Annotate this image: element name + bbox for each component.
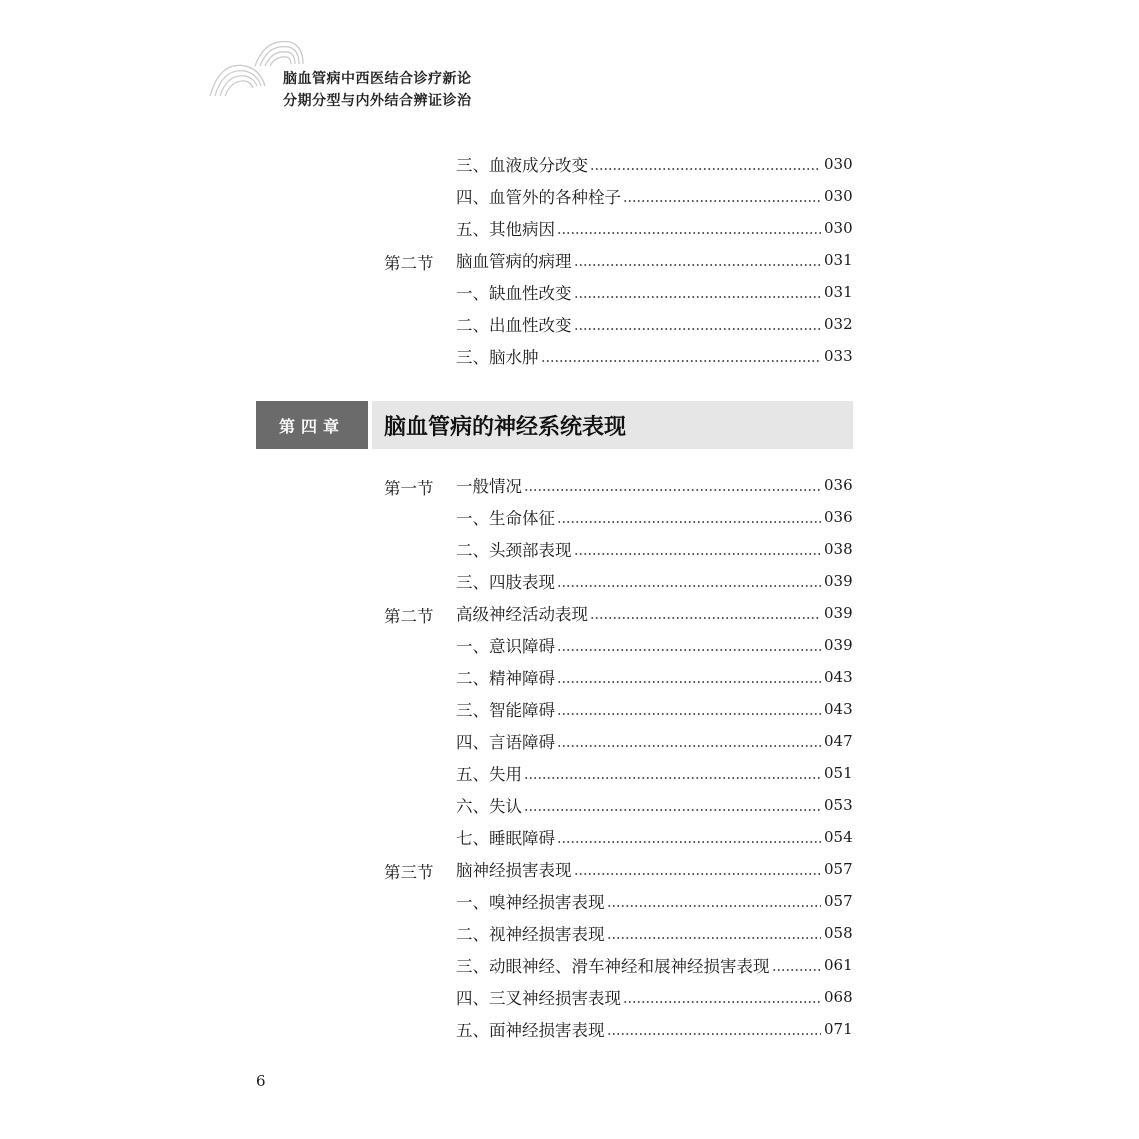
toc-entry-title: 五、其他病因: [456, 220, 555, 239]
toc-entry-page: 036: [824, 508, 853, 526]
toc-entry[interactable]: [456, 985, 852, 1009]
dot-leader: [524, 473, 821, 497]
toc-section-entry[interactable]: [456, 473, 852, 497]
toc-entry-page: 030: [824, 155, 853, 173]
dot-leader: [590, 152, 821, 176]
toc-entry[interactable]: [456, 889, 852, 913]
toc-section-label: 第二节: [384, 254, 434, 273]
toc-entry-page: 031: [824, 251, 853, 269]
toc-entry-page: 039: [824, 572, 853, 590]
toc-entry[interactable]: [456, 152, 852, 176]
toc-entry-title: 三、脑水肿: [456, 348, 539, 367]
toc-entry-title: 三、四肢表现: [456, 573, 555, 592]
toc-entry-page: 039: [824, 604, 853, 622]
toc-entry-title: 二、精神障碍: [456, 669, 555, 688]
toc-entry[interactable]: [456, 312, 852, 336]
toc-entry[interactable]: [456, 665, 852, 689]
toc-entry-page: 038: [824, 540, 853, 558]
dot-leader: [541, 344, 822, 368]
toc-entry-page: 036: [824, 476, 853, 494]
toc-entry-title: 一、嗅神经损害表现: [456, 893, 605, 912]
dot-leader: [574, 312, 822, 336]
toc-entry-title: 四、言语障碍: [456, 733, 555, 752]
chapter-title: 脑血管病的神经系统表现: [372, 401, 853, 449]
toc-entry[interactable]: [456, 921, 852, 945]
toc-entry[interactable]: [456, 344, 852, 368]
toc-entry-page: 061: [824, 956, 853, 974]
chapter-label: 第四章: [256, 401, 368, 449]
dot-leader: [557, 697, 821, 721]
toc-entry-title: 三、血液成分改变: [456, 156, 588, 175]
toc-entry-title: 四、三叉神经损害表现: [456, 989, 621, 1008]
dot-leader: [623, 985, 821, 1009]
toc-entry[interactable]: [456, 216, 852, 240]
toc-entry[interactable]: [456, 184, 852, 208]
dot-leader: [557, 569, 821, 593]
toc-entry-page: 039: [824, 636, 853, 654]
toc-entry[interactable]: [456, 761, 852, 785]
dot-leader: [574, 857, 822, 881]
toc-entry-title: 二、头颈部表现: [456, 541, 572, 560]
toc-entry-page: 058: [824, 924, 853, 942]
toc-entry-page: 030: [824, 219, 853, 237]
toc-entry[interactable]: [456, 793, 852, 817]
toc-section-label: 第一节: [384, 479, 434, 498]
toc-entry-title: 四、血管外的各种栓子: [456, 188, 621, 207]
toc-section-entry[interactable]: [456, 248, 852, 272]
toc-entry-title: 脑神经损害表现: [456, 861, 572, 880]
toc-entry[interactable]: [456, 280, 852, 304]
toc-entry[interactable]: [456, 729, 852, 753]
toc-entry-page: 057: [824, 860, 853, 878]
toc-entry[interactable]: [456, 697, 852, 721]
toc-section-entry[interactable]: [456, 857, 852, 881]
toc-entry-title: 三、动眼神经、滑车神经和展神经损害表现: [456, 957, 770, 976]
toc-entry[interactable]: [456, 569, 852, 593]
dot-leader: [607, 1017, 822, 1041]
dot-leader: [557, 505, 821, 529]
toc-entry-title: 五、面神经损害表现: [456, 1021, 605, 1040]
toc-entry[interactable]: [456, 505, 852, 529]
toc-entry[interactable]: [456, 953, 852, 977]
dot-leader: [524, 761, 821, 785]
dot-leader: [623, 184, 821, 208]
toc-entry-title: 一、生命体征: [456, 509, 555, 528]
toc-entry-page: 071: [824, 1020, 853, 1038]
toc-section-label: 第二节: [384, 607, 434, 626]
dot-leader: [574, 248, 822, 272]
toc-entry-title: 二、出血性改变: [456, 316, 572, 335]
dot-leader: [772, 953, 822, 977]
dot-leader: [557, 825, 821, 849]
toc-entry-title: 七、睡眠障碍: [456, 829, 555, 848]
toc-entry-title: 五、失用: [456, 765, 522, 784]
toc-entry-page: 051: [824, 764, 853, 782]
toc-entry-title: 六、失认: [456, 797, 522, 816]
toc-section-label: 第三节: [384, 863, 434, 882]
toc-entry-page: 031: [824, 283, 853, 301]
dot-leader: [607, 921, 822, 945]
toc-entry[interactable]: [456, 537, 852, 561]
page-number: 6: [256, 1072, 266, 1090]
toc-entry[interactable]: [456, 1017, 852, 1041]
toc-entry-title: 高级神经活动表现: [456, 605, 588, 624]
toc-entry[interactable]: [456, 633, 852, 657]
toc-entry-title: 二、视神经损害表现: [456, 925, 605, 944]
toc-entry[interactable]: [456, 825, 852, 849]
toc-entry-page: 043: [824, 668, 853, 686]
chapter-heading: [256, 401, 853, 449]
toc-entry-title: 一、缺血性改变: [456, 284, 572, 303]
dot-leader: [524, 793, 821, 817]
running-header-title: 脑血管病中西医结合诊疗新论: [283, 71, 472, 87]
toc-entry-page: 057: [824, 892, 853, 910]
dot-leader: [607, 889, 822, 913]
toc-entry-page: 068: [824, 988, 853, 1006]
toc-entry-page: 053: [824, 796, 853, 814]
dot-leader: [574, 537, 822, 561]
toc-entry-title: 一般情况: [456, 477, 522, 496]
toc-entry-title: 脑血管病的病理: [456, 252, 572, 271]
toc-entry-page: 032: [824, 315, 853, 333]
toc-entry-page: 047: [824, 732, 853, 750]
toc-entry-title: 一、意识障碍: [456, 637, 555, 656]
dot-leader: [557, 633, 821, 657]
toc-section-entry[interactable]: [456, 601, 852, 625]
running-header-subtitle: 分期分型与内外结合辨证诊治: [283, 93, 472, 109]
toc-entry-page: 033: [824, 347, 853, 365]
dot-leader: [557, 729, 821, 753]
dot-leader: [590, 601, 821, 625]
dot-leader: [574, 280, 822, 304]
toc-entry-title: 三、智能障碍: [456, 701, 555, 720]
toc-entry-page: 043: [824, 700, 853, 718]
toc-entry-page: 030: [824, 187, 853, 205]
dot-leader: [557, 216, 821, 240]
toc-entry-page: 054: [824, 828, 853, 846]
dot-leader: [557, 665, 821, 689]
